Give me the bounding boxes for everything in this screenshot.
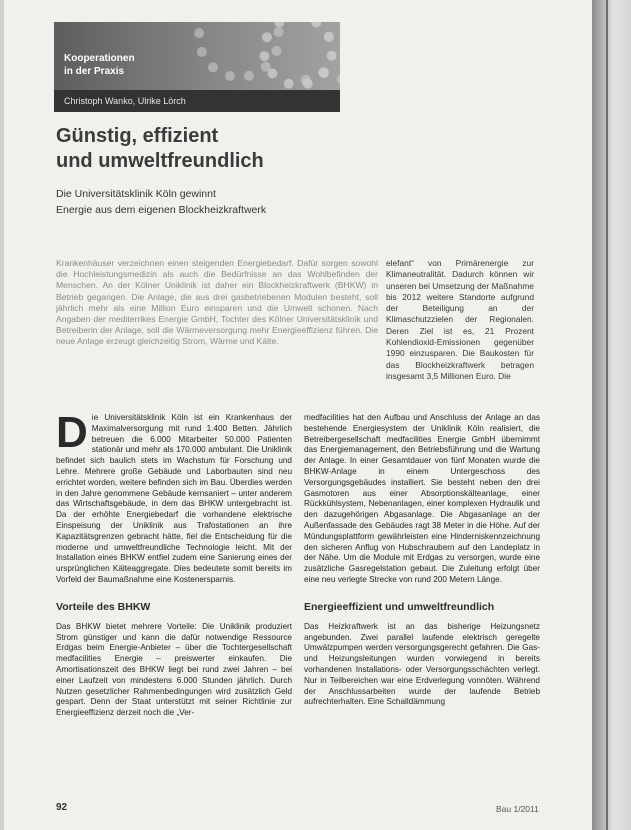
subhead-line: Die Universitätsklinik Köln gewinnt bbox=[56, 188, 216, 200]
headline-line: Günstig, effizient bbox=[56, 125, 219, 147]
sidebar-text: elefant“ von Primärenergie zur Klimaneutralität. Dadurch können wir unseren bei Umsetzung der Maßnahme bis 2012 weitere Standorte aufgrund der Beteiligung an der Klimaschutzzielen der Regionalen. Deren Ziel ist es, 21 Prozent Kohlendioxid-Emissionen gegenüber 1990 einzusparen. Die Baukosten für das Blockheizkraftwerk betragen insgesamt 3,5 Millionen Euro. Die bbox=[386, 258, 534, 381]
magazine-page bbox=[4, 0, 592, 830]
body-paragraph: ie Universitätsklinik Köln ist ein Krankenhaus der Maximalversorgung mit rund 1.400 Betten. Jährlich betreuen die 6.000 Mitarbeiter 50.000 Patienten stationär und mehr als 170.000 ambulant. Die Uniklinik befindet sich baulich stets im Wachstum für Forschung und Lehre. Mehrere große Gebäude und Laborbauten sind neu errichtet worden, weitere befinden sich im Bau. Überdies werden in den Jahre genommene Gebäude kernsaniert – unter anderem das Wirtschaftsgebäude, in dem das BHKW untergebracht ist. Da der erhöhte Energiebedarf die vorhandene elektrische Einspeisung der Uniklinik aus Trafostationen an ihre Kapazitätsgrenzen gebracht hätte, fiel die Entscheidung für die moderne und umweltfreundliche Technologie leicht. Mit der Installation eines BHKW entfiel zudem eine Sanierung eines der ursprünglichen Kälteaggregate. Dies bedeutete somit bereits im Vorfeld der Baumaßnahme eine Kostenersparnis. bbox=[56, 413, 292, 584]
page-fold-edge bbox=[592, 0, 631, 830]
sidebar-column bbox=[386, 258, 534, 382]
authors-line: Christoph Wanko, Ulrike Lörch bbox=[54, 90, 340, 112]
page-number: 92 bbox=[56, 802, 68, 813]
subhead-line: Energie aus dem eigenen Blockheizkraftwerk bbox=[56, 204, 267, 216]
lead-paragraph bbox=[56, 258, 378, 348]
series-title-line: Kooperationen bbox=[64, 53, 135, 64]
series-title-line: in der Praxis bbox=[64, 66, 125, 77]
headline-line: und umweltfreundlich bbox=[56, 150, 264, 172]
series-title bbox=[64, 52, 135, 78]
body-paragraph: Das Heizkraftwerk ist an das bisherige Heizungsnetz angebunden. Zwei parallel laufende elektrisch geregelte Umwälzpumpen werden versorgungsgerecht gefahren. Die Gas- und Heizungsleitungen wurden vorwiegend in bereits vorhandenen Installations- oder Versorgungsschächten verlegt. Nur in Teilbereichen war eine Erdverlegung vonnöten. Während der Anschlussarbeiten wurde der laufende Betrieb aufrechterhalten. Eine Schalldämmung bbox=[304, 621, 540, 707]
body-paragraph: medfacilities hat den Aufbau und Anschluss der Anlage an das bestehende Energiesystem der Uniklinik Köln realisiert, die Betreibergesellschaft medfacilities Energie GmbH übernimmt das Energiemanagement, den Betriebsführung und die Wartung der Anlage. In einer Gesamtdauer von fünf Monaten wurde die BHKW-Anlage in einem Untergeschoss des Versorgungsgebäudes installiert. Sie besteht neben den drei Gasmotoren aus einer Absorptionskälteanlage, einer Rückkühlsystem, Nebenanlagen, einer komplexen Hydraulik und den dazugehörigen Abgasanlage. Die Abgasanlage an der Außenfassade des Gebäudes ragt 38 Meter in die Höhe. Auf der Mündungsplattform gewährleisten eine Hinderniskennzeichnung den sicheren Anflug von Hubschraubern auf den Landeplatz in der Nähe. Um die Module mit Erdgas zu versorgen, wurde eine zusätzliche Gasregelstation gebaut. Die Zuleitung erfolgt über eine neu verlegte Strecke von rund 200 Metern Länge. bbox=[304, 413, 540, 584]
header-photo-banner bbox=[54, 22, 340, 112]
section-heading: Energieeffizient und umweltfreundlich bbox=[304, 600, 495, 613]
lead-text: Krankenhäuser verzeichnen einen steigenden Energiebedarf. Dafür sorgen sowohl die Hochleistungsmedizin als auch die Bedürfnisse an das Wohlbefinden der Menschen. An der Kölner Uniklinik ist daher ein Blockheizkraftwerk (BHKW) in Betrieb gegangen. Die Anlage, die aus drei gasbetriebenen Modulen besteht, soll jährlich mehr als eine Million Euro einsparen und die Umwelt schonen. Nach Angaben der mediterrikes Energie GmbH, Tochter des Kölner Universitätsklinik und Betreiberin der Anlage, soll die Wärmeversorgung mehr Energieeffizienz führen. Die neue Anlage erzeugt gleichzeitig Strom, Wärme und Kälte. bbox=[56, 258, 378, 347]
body-column-left bbox=[56, 408, 292, 723]
issue-label: Bau 1/2011 bbox=[496, 804, 539, 814]
drop-cap: D bbox=[56, 408, 88, 457]
body-column-right bbox=[304, 413, 540, 712]
section-heading: Vorteile des BHKW bbox=[56, 600, 151, 613]
article-headline bbox=[56, 124, 356, 174]
article-subheadline bbox=[56, 186, 386, 218]
body-paragraph: Das BHKW bietet mehrere Vorteile: Die Uniklinik produziert Strom günstiger und kann die dafür notwendige Ressource Erdgas beim Energie-Anbieter – über die Tochtergesellschaft medfacilities Energie – preiswerter einkaufen. Die Amortisationszeit des BHKW liegt bei rund zwei Jahren – bei einer Laufzeit von mindestens 6.000 Stunden jährlich. Durch Nutzen gesetzlicher Rahmenbedingungen wird zusätzlich Geld gespart. Denn der Staat unterstützt mit seiner Richtlinie zur Energieeffizienz derzeit noch die „Ver- bbox=[56, 621, 292, 718]
